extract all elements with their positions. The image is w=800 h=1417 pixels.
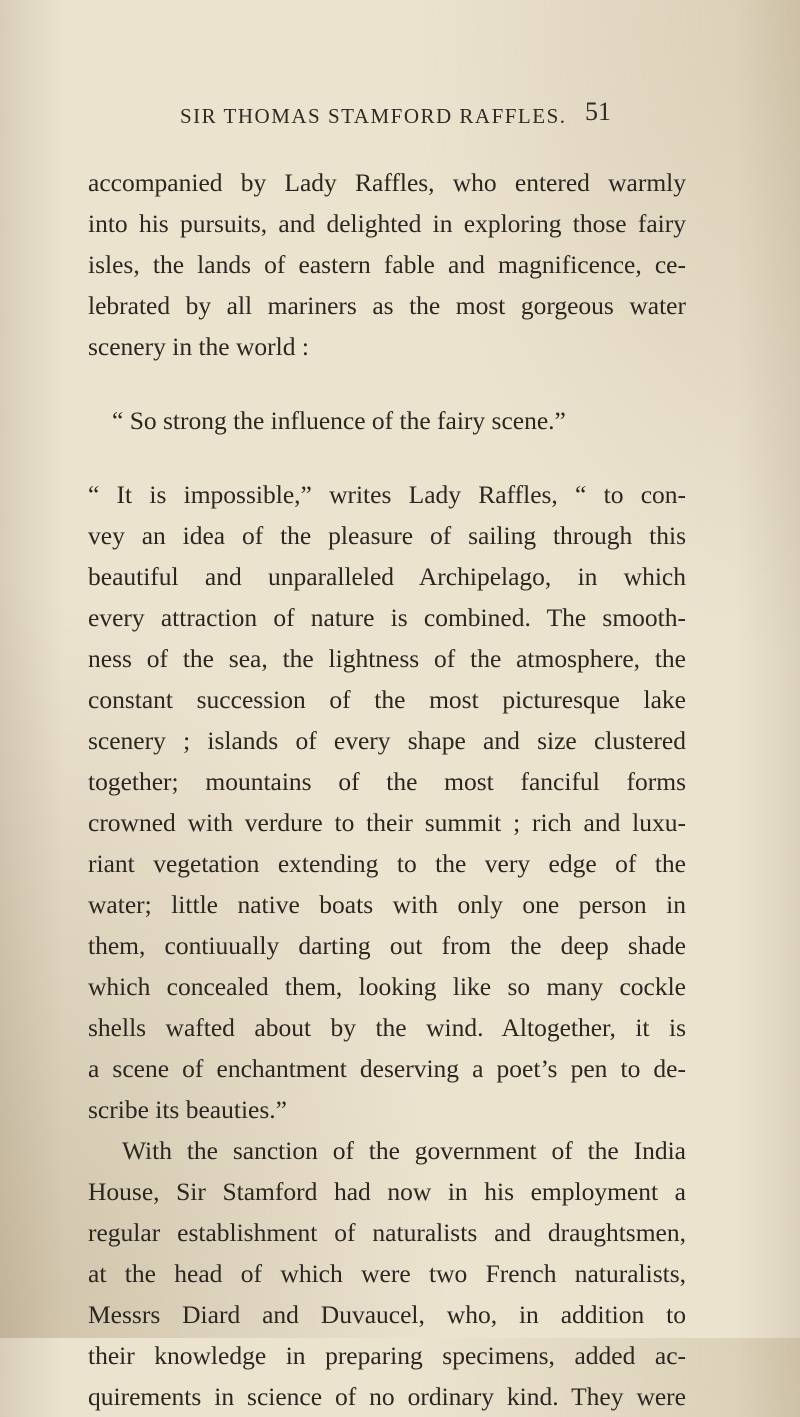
text-line: riant vegetation extending to the very edge of the: [88, 849, 686, 878]
text-line: them, contiuually darting out from the deep shade: [88, 931, 686, 960]
text-line: ness of the sea, the lightness of the atmosphere, the: [88, 644, 686, 673]
text-line: which concealed them, looking like so many cockle: [88, 972, 686, 1001]
text-line: together; mountains of the most fanciful forms: [88, 767, 686, 796]
running-title: SIR THOMAS STAMFORD RAFFLES.: [180, 104, 567, 128]
text-line: lebrated by all mariners as the most gorgeous water: [88, 291, 686, 320]
paragraph: [88, 162, 686, 367]
text-line: scenery in the world :: [88, 332, 309, 361]
body-text: [88, 162, 686, 1417]
text-line: crowned with verdure to their summit ; rich and luxu-: [88, 808, 686, 837]
text-line: water; little native boats with only one person in: [88, 890, 686, 919]
text-line: “ It is impossible,” writes Lady Raffles, “ to con-: [88, 480, 686, 509]
quote-paragraph: [88, 400, 686, 441]
text-line: into his pursuits, and delighted in exploring those fairy: [88, 209, 686, 238]
text-line: accompanied by Lady Raffles, who entered warmly: [88, 168, 686, 197]
text-line: their knowledge in preparing specimens, added ac-: [88, 1341, 686, 1370]
text-line: a scene of enchantment deserving a poet’s pen to de-: [88, 1054, 686, 1083]
text-line: scribe its beauties.”: [88, 1095, 287, 1124]
text-line: isles, the lands of eastern fable and magnificence, ce-: [88, 250, 686, 279]
paragraph: [88, 474, 686, 1130]
text-line: Messrs Diard and Duvaucel, who, in addition to: [88, 1300, 686, 1329]
text-line: scenery ; islands of every shape and size clustered: [88, 726, 686, 755]
text-line: constant succession of the most picturesque lake: [88, 685, 686, 714]
text-line: every attraction of nature is combined. The smooth-: [88, 603, 686, 632]
text-line: “ So strong the influence of the fairy scene.”: [112, 406, 566, 435]
text-line: quirements in science of no ordinary kind. They were: [88, 1382, 686, 1411]
text-line: House, Sir Stamford had now in his employment a: [88, 1177, 686, 1206]
text-line: beautiful and unparalleled Archipelago, in which: [88, 562, 686, 591]
text-line: regular establishment of naturalists and draughtsmen,: [88, 1218, 686, 1247]
text-line: at the head of which were two French naturalists,: [88, 1259, 686, 1288]
paragraph: [88, 1130, 686, 1417]
page-number: 51: [585, 97, 611, 126]
text-line: With the sanction of the government of the India: [122, 1136, 686, 1165]
text-line: vey an idea of the pleasure of sailing through this: [88, 521, 686, 550]
text-line: shells wafted about by the wind. Altogether, it is: [88, 1013, 686, 1042]
